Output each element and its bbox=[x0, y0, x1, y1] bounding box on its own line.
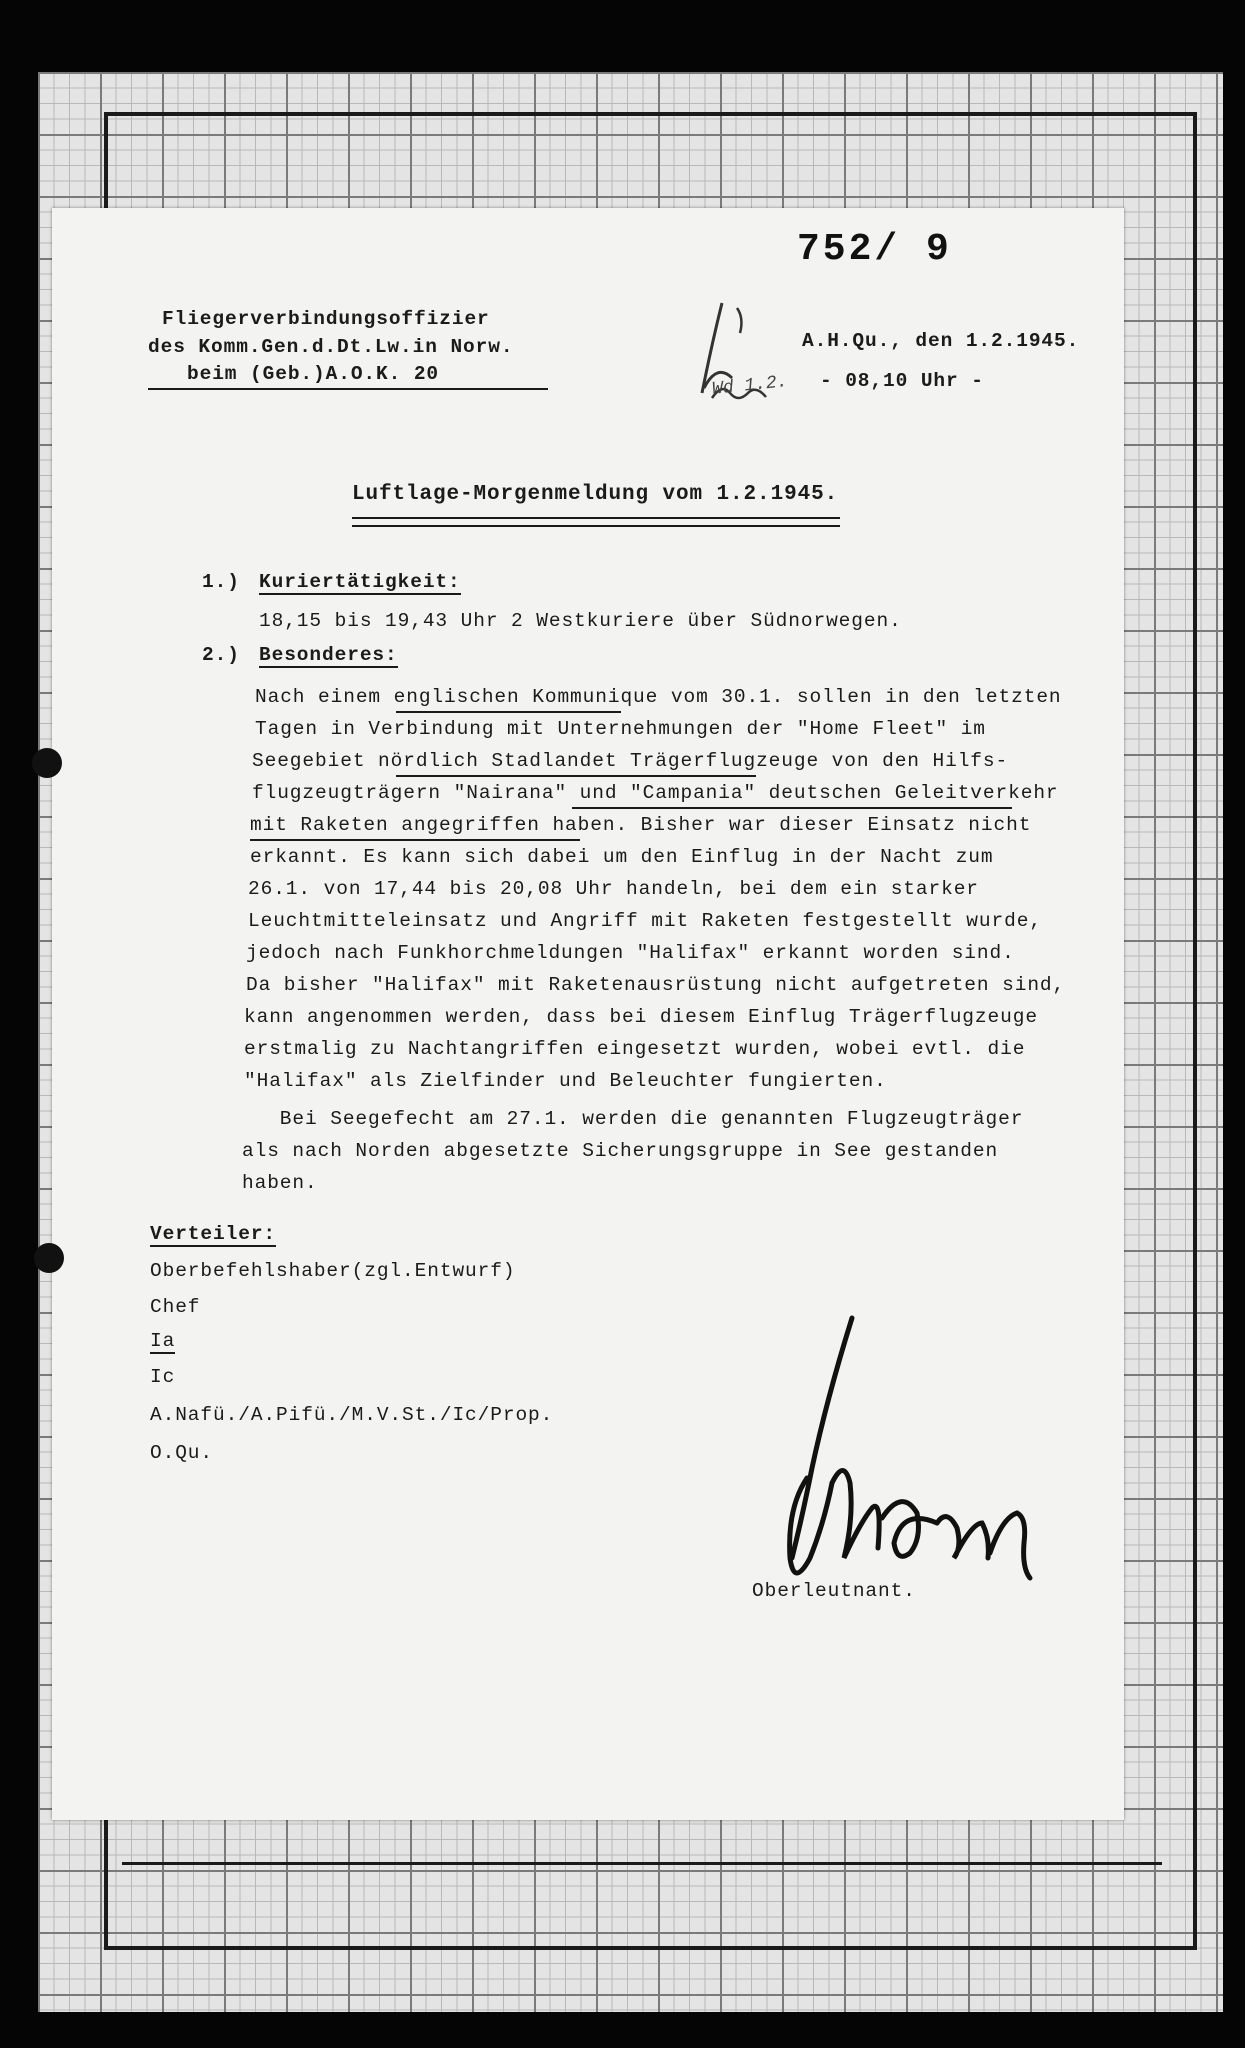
body-line: 26.1. von 17,44 bis 20,08 Uhr handeln, bei dem ein starker bbox=[248, 878, 979, 900]
body-line: Seegebiet nördlich Stadlandet Trägerflugzeuge von den Hilfs- bbox=[252, 750, 1009, 772]
underline-noerdlich-stadlandet bbox=[396, 775, 756, 777]
sender-line-1: Fliegerverbindungsoffizier bbox=[162, 308, 490, 330]
distribution-heading: Verteiler: bbox=[150, 1223, 277, 1245]
sender-underline bbox=[148, 388, 548, 390]
body-line: Tagen in Verbindung mit Unternehmungen der "Home Fleet" im bbox=[255, 718, 986, 740]
section-2-heading: Besonderes: bbox=[259, 644, 398, 666]
body-line: Bei Seegefecht am 27.1. werden die genannten Flugzeugträger bbox=[242, 1108, 1024, 1130]
document-page bbox=[52, 208, 1124, 1820]
document-number: 752/ 9 bbox=[797, 228, 952, 271]
title-double-underline bbox=[352, 517, 840, 527]
underline-englischen-kommunique bbox=[396, 711, 621, 713]
distribution-item: Ic bbox=[150, 1366, 176, 1388]
body-line: erkannt. Es kann sich dabei um den Einflug in der Nacht zum bbox=[250, 846, 994, 868]
body-line: haben. bbox=[242, 1172, 318, 1194]
time: - 08,10 Uhr - bbox=[820, 370, 984, 392]
underline-mit-raketen bbox=[250, 839, 580, 841]
section-2-number: 2.) bbox=[202, 644, 240, 666]
body-line: kann angenommen werden, dass bei diesem Einflug Trägerflugzeuge bbox=[244, 1006, 1038, 1028]
body-line: erstmalig zu Nachtangriffen eingesetzt wurden, wobei evtl. die bbox=[244, 1038, 1026, 1060]
section-1-heading: Kuriertätigkeit: bbox=[259, 571, 461, 593]
body-line: mit Raketen angegriffen haben. Bisher war dieser Einsatz nicht bbox=[250, 814, 1032, 836]
grid-frame-lower-rule bbox=[122, 1862, 1162, 1901]
body-line: flugzeugträgern "Nairana" und "Campania" deutschen Geleitverkehr bbox=[252, 782, 1059, 804]
distribution-item: A.Nafü./A.Pifü./M.V.St./Ic/Prop. bbox=[150, 1404, 554, 1426]
section-1-line: 18,15 bis 19,43 Uhr 2 Westkuriere über Südnorwegen. bbox=[259, 610, 902, 632]
distribution-item: Chef bbox=[150, 1296, 201, 1318]
signature-rank: Oberleutnant. bbox=[752, 1580, 916, 1602]
section-1-number: 1.) bbox=[202, 571, 240, 593]
body-line: als nach Norden abgesetzte Sicherungsgruppe in See gestanden bbox=[242, 1140, 999, 1162]
underline-deutschen-geleitverkehr bbox=[572, 807, 1012, 809]
sender-line-3: beim (Geb.)A.O.K. 20 bbox=[187, 363, 440, 385]
distribution-item: Ia bbox=[150, 1330, 176, 1352]
body-line: Da bisher "Halifax" mit Raketenausrüstung nicht aufgetreten sind, bbox=[246, 974, 1066, 996]
body-line: jedoch nach Funkhorchmeldungen "Halifax" erkannt worden sind. bbox=[246, 942, 1015, 964]
punch-hole-bottom bbox=[34, 1243, 64, 1273]
distribution-item: O.Qu. bbox=[150, 1442, 214, 1464]
place-date: A.H.Qu., den 1.2.1945. bbox=[802, 330, 1080, 352]
distribution-item: Oberbefehlshaber(zgl.Entwurf) bbox=[150, 1260, 516, 1282]
document-title: Luftlage-Morgenmeldung vom 1.2.1945. bbox=[352, 483, 839, 506]
body-line: Nach einem englischen Kommunique vom 30.1. sollen in den letzten bbox=[255, 686, 1062, 708]
handwritten-note: Wd 1.2. bbox=[711, 372, 789, 400]
sender-line-2: des Komm.Gen.d.Dt.Lw.in Norw. bbox=[148, 336, 514, 358]
punch-hole-top bbox=[32, 748, 62, 778]
body-line: Leuchtmitteleinsatz und Angriff mit Raketen festgestellt wurde, bbox=[248, 910, 1042, 932]
body-line: "Halifax" als Zielfinder und Beleuchter fungierten. bbox=[244, 1070, 887, 1092]
